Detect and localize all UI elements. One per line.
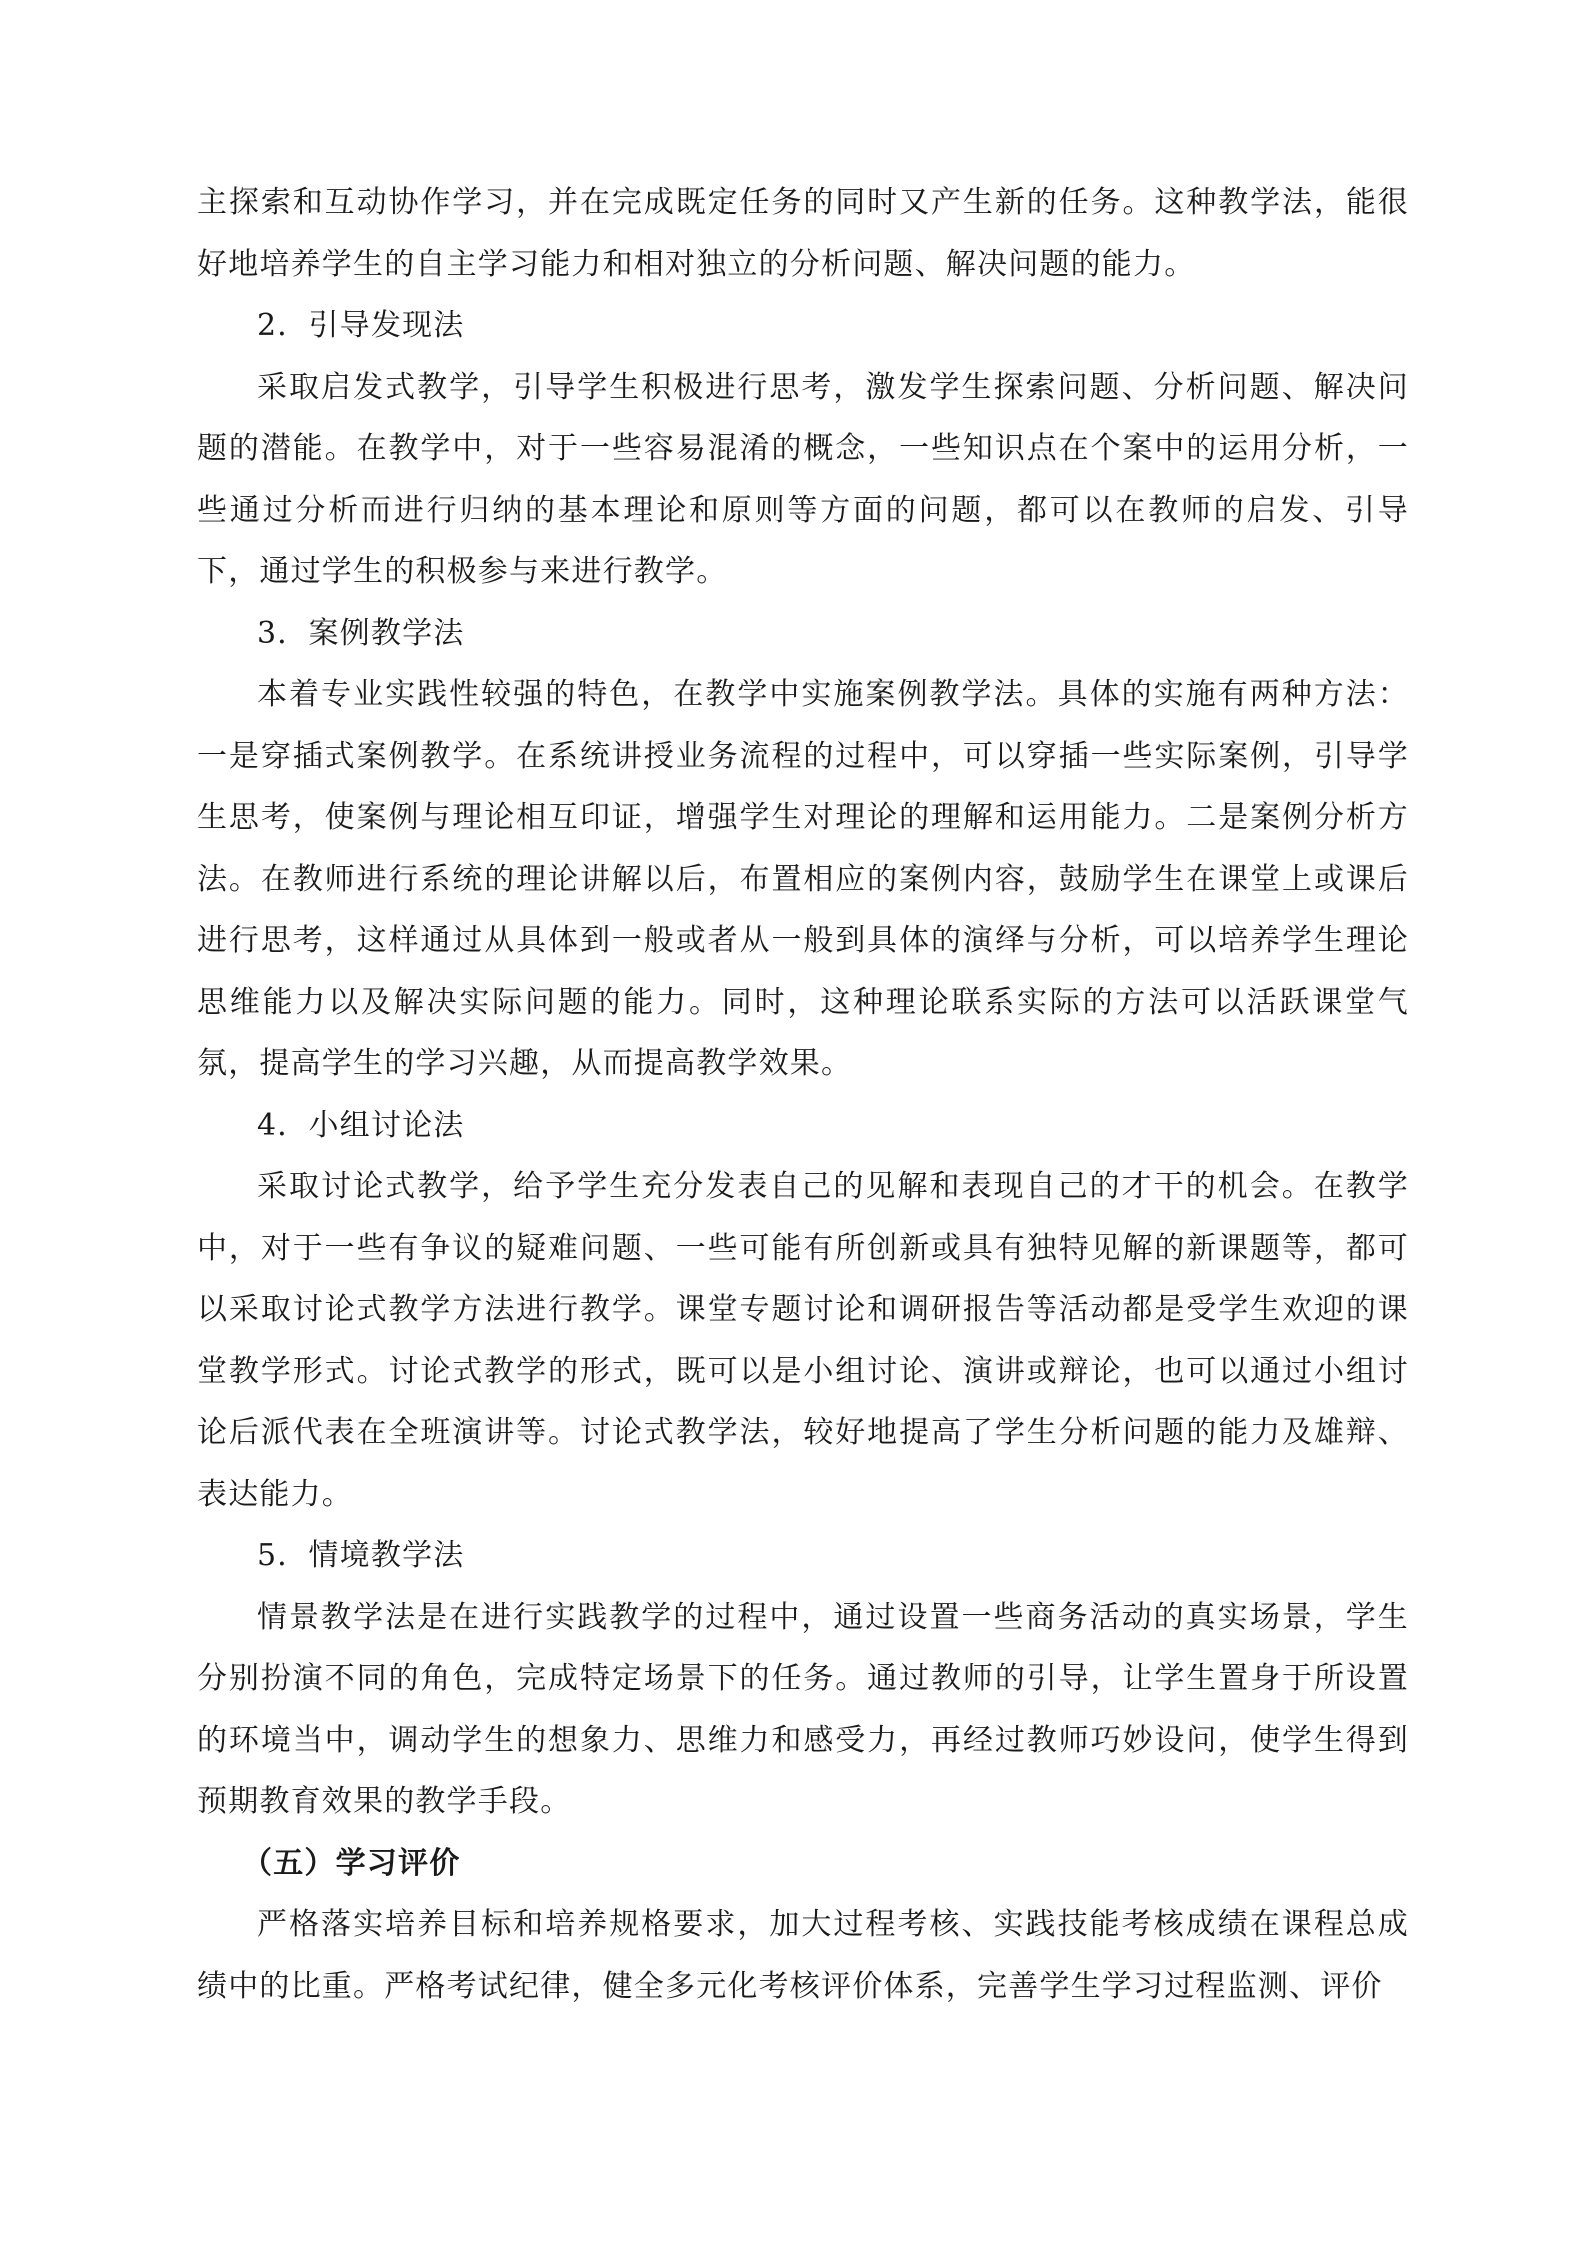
paragraph-learning-evaluation: 严格落实培养目标和培养规格要求，加大过程考核、实践技能考核成绩在课程总成绩中的比重。严格考试纪律，健全多元化考核评价体系，完善学生学习过程监测、评价 [197,1907,1409,2004]
section-heading-learning-evaluation: （五）学习评价 [242,1845,461,1881]
heading-case-teaching: 3．案例教学法 [257,615,465,651]
paragraph-group-discussion: 采取讨论式教学，给予学生充分发表自己的见解和表现自己的才干的机会。在教学中，对于一些有争议的疑难问题、一些可能有所创新或具有独特见解的新课题等，都可以采取讨论式教学方法进行教学。课堂专题讨论和调研报告等活动都是受学生欢迎的课堂教学形式。讨论式教学的形式，既可以是小组讨论、演讲或辩论，也可以通过小组讨论后派代表在全班演讲等。讨论式教学法，较好地提高了学生分析问题的能力及雄辩、表达能力。 [197,1169,1409,1512]
paragraph-intro-continuation: 主探索和互动协作学习，并在完成既定任务的同时又产生新的任务。这种教学法，能很好地培养学生的自主学习能力和相对独立的分析问题、解决问题的能力。 [197,185,1409,282]
heading-situational-teaching: 5．情境教学法 [257,1538,465,1573]
paragraph-situational-teaching: 情景教学法是在进行实践教学的过程中，通过设置一些商务活动的真实场景，学生分别扮演不同的角色，完成特定场景下的任务。通过教师的引导，让学生置身于所设置的环境当中，调动学生的想象力、思维力和感受力，再经过教师巧妙设问，使学生得到预期教育效果的教学手段。 [197,1599,1409,1819]
paragraph-case-teaching: 本着专业实践性较强的特色，在教学中实施案例教学法。具体的实施有两种方法：一是穿插式案例教学。在系统讲授业务流程的过程中，可以穿插一些实际案例，引导学生思考，使案例与理论相互印证，增强学生对理论的理解和运用能力。二是案例分析方法。在教师进行系统的理论讲解以后，布置相应的案例内容，鼓励学生在课堂上或课后进行思考，这样通过从具体到一般或者从一般到具体的演绎与分析，可以培养学生理论思维能力以及解决实际问题的能力。同时，这种理论联系实际的方法可以活跃课堂气氛，提高学生的学习兴趣，从而提高教学效果。 [197,677,1409,1081]
heading-guided-discovery: 2．引导发现法 [257,308,465,343]
paragraph-guided-discovery: 采取启发式教学，引导学生积极进行思考，激发学生探索问题、分析问题、解决问题的潜能。在教学中，对于一些容易混淆的概念，一些知识点在个案中的运用分析，一些通过分析而进行归纳的基本理论和原则等方面的问题，都可以在教师的启发、引导下，通过学生的积极参与来进行教学。 [197,369,1409,589]
heading-group-discussion: 4．小组讨论法 [257,1107,465,1143]
document-body [197,172,1409,2017]
